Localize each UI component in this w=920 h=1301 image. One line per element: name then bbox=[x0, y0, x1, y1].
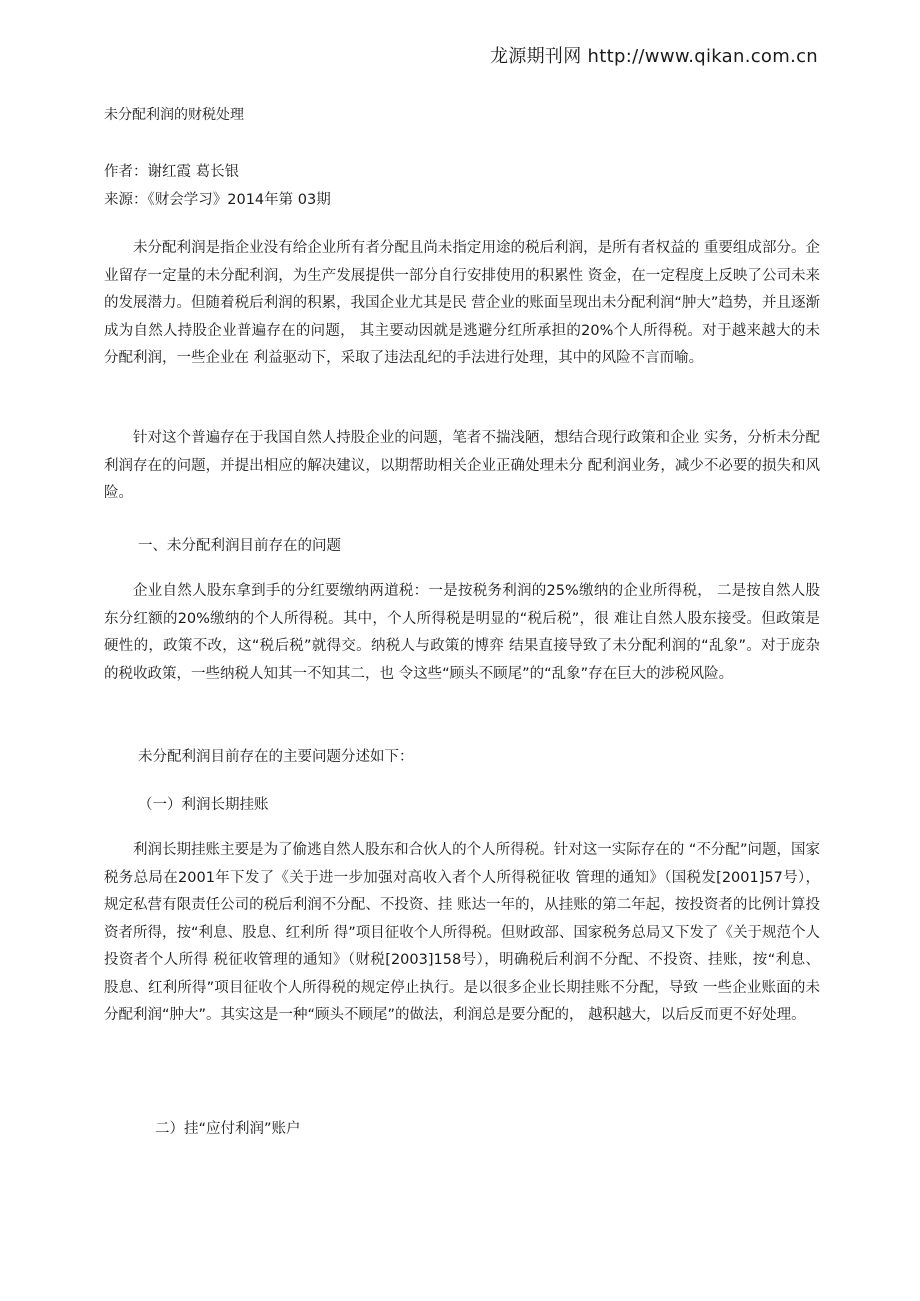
article-title: 未分配利润的财税处理 bbox=[104, 107, 244, 123]
article-author: 作者：谢红霞 葛长银 bbox=[104, 164, 240, 180]
article-source: 来源：《财会学习》2014年第 03期 bbox=[104, 192, 331, 208]
paragraph-subsection1: 利润长期挂账主要是为了偷逃自然人股东和合伙人的个人所得税。针对这一实际存在的 “不分配”问题，国家税务总局在2001年下发了《关于进一步加强对高收入者个人所得税征收 管理的通知》（国税发[2001]57号），规定私营有限责任公司的税后利润不分配、不投资、挂 账达一年的，从挂账的第二年起，按投资者的比例计算投资者所得，按“利息、股息、红利所 得”项目征收个人所得税。但财政部、国家税务总局又下发了《关于规范个人投资者个人所得 税征收管理的通知》（财税[2003]158号），明确税后利润不分配、不投资、挂账，按“利息、 股息、红利所得”项目征收个人所得税的规定停止执行。是以很多企业长期挂账不分配，导致 一些企业账面的未分配利润“肿大”。其实这是一种“顾头不顾尾”的做法，利润总是要分配的， 越积越大，以后反而更不好处理。 bbox=[104, 842, 820, 1023]
paragraph-intro: 未分配利润是指企业没有给企业所有者分配且尚未指定用途的税后利润，是所有者权益的 重要组成部分。企业留存一定量的未分配利润，为生产发展提供一部分自行安排使用的积累性 资金，在一定程度上反映了公司未来的发展潜力。但随着税后利润的积累，我国企业尤其是民 营企业的账面呈现出未分配利润“肿大”趋势，并且逐渐成为自然人持股企业普遍存在的问题， 其主要动因就是逃避分红所承担的20%个人所得税。对于越来越大的未分配利润，一些企业在 利益驱动下，采取了违法乱纪的手法进行处理，其中的风险不言而喻。 bbox=[104, 240, 820, 366]
subsection-heading-1: （一）利润长期挂账 bbox=[138, 797, 269, 813]
section-heading-1: 一、未分配利润目前存在的问题 bbox=[138, 538, 341, 554]
subsection-heading-2: 二）挂“应付利润”账户 bbox=[155, 1121, 301, 1137]
site-brand: 龙源期刊网 http://www.qikan.com.cn bbox=[490, 46, 818, 67]
paragraph-purpose: 针对这个普遍存在于我国自然人持股企业的问题，笔者不揣浅陋，想结合现行政策和企业 实务，分析未分配利润存在的问题，并提出相应的解决建议，以期帮助相关企业正确处理未分 配利润业务，减少不必要的损失和风险。 bbox=[104, 430, 820, 501]
intro-line: 未分配利润目前存在的主要问题分述如下： bbox=[138, 749, 414, 765]
paragraph-section1: 企业自然人股东拿到手的分红要缴纳两道税：一是按税务利润的25%缴纳的企业所得税， 二是按自然人股东分红额的20%缴纳的个人所得税。其中，个人所得税是明显的“税后税”，很 难让自然人股东接受。但政策是硬性的，政策不改，这“税后税”就得交。纳税人与政策的博弈 结果直接导致了未分配利润的“乱象”。对于庞杂的税收政策，一些纳税人知其一不知其二，也 令这些“顾头不顾尾”的“乱象”存在巨大的涉税风险。 bbox=[104, 583, 820, 682]
